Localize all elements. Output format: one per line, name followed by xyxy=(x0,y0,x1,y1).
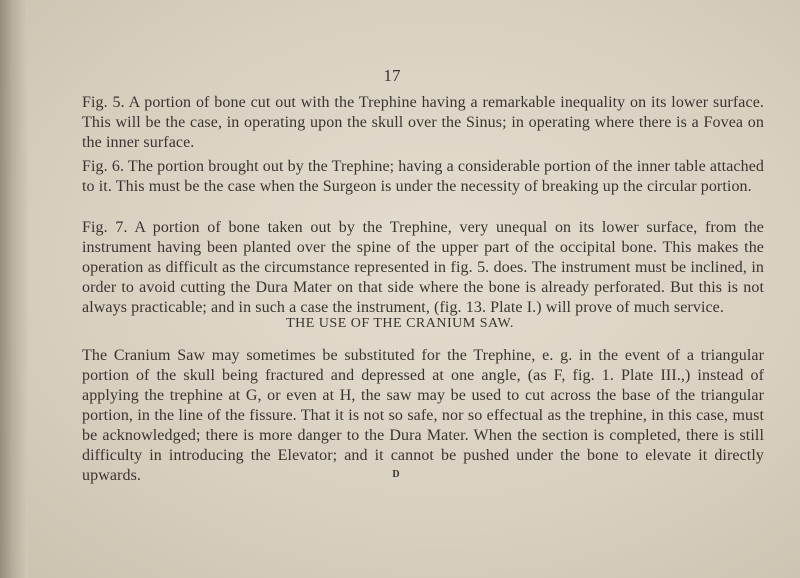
paragraph-fig7: Fig. 7. A portion of bone taken out by the Trephine, very unequal on its lower surface, from the instrument having been planted over the spine of the upper part of the occipital bone. This makes the operation as difficult as the circumstance represented in fig. 5. does. The instrument must be inclined, in order to avoid cutting the Dura Mater on that side where the bone is already perforated. But this is not always practicable; and in such a case the instrument, (fig. 13. Plate I.) will prove of much service. xyxy=(82,219,764,316)
section-heading: THE USE OF THE CRANIUM SAW. xyxy=(286,316,514,331)
page-number: 17 xyxy=(383,66,401,85)
paragraph-cranium-saw: The Cranium Saw may sometimes be substituted for the Trephine, e. g. in the event of a triangular portion of the skull being fractured and depressed at one angle, (as F, fig. 1. Plate III.,) instead of applying the trephine at G, or even at H, the saw may be used to cut across the base of the triangular portion, in the line of the fissure. That it is not so safe, nor so effectual as the trephine, in this case, must be acknowledged; there is more danger to the Dura Mater. When the section is completed, there is still difficulty in introducing the Elevator; and it cannot be pushed under the bone to elevate it directly upwards. xyxy=(82,347,764,484)
paragraph-fig6: Fig. 6. The portion brought out by the Trephine; having a considerable portion of the inner table attached to it. This must be the case when the Surgeon is under the necessity of breaking up the circular portion. xyxy=(82,158,764,195)
signature-mark: D xyxy=(392,469,400,480)
book-gutter-shadow xyxy=(0,0,28,578)
paragraph-fig5: Fig. 5. A portion of bone cut out with the Trephine having a remarkable inequality on its lower surface. This will be the case, in operating upon the skull over the Sinus; in operating where there is a Fovea on the inner surface. xyxy=(82,94,764,151)
